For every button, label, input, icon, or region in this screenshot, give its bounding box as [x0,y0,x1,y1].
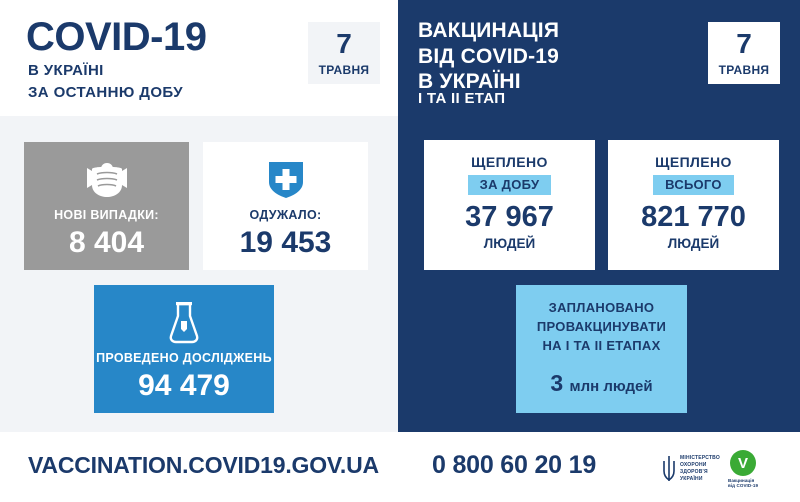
vaccinated-total-value: 821 770 [641,201,746,233]
vaccinated-daily-value: 37 967 [465,201,554,233]
covid-subtitle-period: ЗА ОСТАННЮ ДОБУ [28,84,183,101]
mask-icon [84,156,130,202]
vaccinated-daily-unit: ЛЮДЕЙ [483,236,536,251]
new-cases-card [24,142,189,270]
vaccinated-total-title: ЩЕПЛЕНО [655,154,732,170]
new-cases-label: НОВІ ВИПАДКИ: [54,208,159,222]
planned-line-1: ЗАПЛАНОВАНО [548,300,655,315]
recovered-label: ОДУЖАЛО: [249,208,322,222]
recovered-value: 19 453 [239,226,332,259]
vaccination-logo-label: Вакцинація від COVID-19 [727,478,759,488]
vaccinated-total-unit: ЛЮДЕЙ [667,236,720,251]
vaccinated-daily-card [424,140,595,270]
tests-value: 94 479 [138,369,230,402]
ministry-of-health-label: МІНІСТЕРСТВО ОХОРОНИ ЗДОРОВ'Я УКРАЇНИ [680,454,720,483]
planned-value [550,370,652,397]
planned-value-number: 3 [550,369,564,396]
planned-value-unit: млн людей [569,377,653,395]
vaccination-date-month: ТРАВНЯ [718,62,770,77]
covid-subtitle-country: В УКРАЇНІ [28,62,104,79]
flask-icon [164,299,204,345]
planned-vaccination-card [516,285,687,413]
medical-cross-shield-icon [263,156,309,202]
vaccination-date-badge [708,22,780,84]
vaccination-title-line1: ВАКЦИНАЦІЯ [418,19,560,42]
page-title: COVID-19 [26,15,207,59]
hotline-phone[interactable]: 0 800 60 20 19 [432,451,597,479]
planned-line-2: ПРОВАКЦИНУВАТИ [536,318,667,334]
vaccination-title [418,18,559,95]
vaccination-stage-label: I ТА II ЕТАП [418,90,506,107]
footer [0,432,800,502]
vaccination-date-day: 7 [736,27,752,59]
vaccination-title-line2: ВІД COVID-19 [418,44,560,68]
vaccinated-daily-title: ЩЕПЛЕНО [471,154,548,170]
vaccinated-total-card [608,140,779,270]
new-cases-value: 8 404 [68,226,145,259]
planned-line-3: НА I ТА II ЕТАПАХ [542,337,661,353]
vaccination-title-line3: В УКРАЇНІ [418,70,521,94]
recovered-card [203,142,368,270]
website-link[interactable]: VACCINATION.COVID19.GOV.UA [28,452,379,478]
covid-date-day: 7 [336,27,352,59]
covid-date-badge [308,22,380,84]
vaccinated-total-pill: ВСЬОГО [653,175,734,195]
ministry-of-health-logo [662,454,720,484]
vaccination-logo [728,450,758,488]
trident-icon [662,454,676,484]
vaccination-badge-icon: V [730,450,756,476]
vaccinated-daily-pill: ЗА ДОБУ [468,175,552,195]
footer-logos [662,450,758,488]
tests-card [94,285,274,413]
tests-label: ПРОВЕДЕНО ДОСЛІДЖЕНЬ [96,351,272,365]
covid-date-month: ТРАВНЯ [318,62,370,77]
